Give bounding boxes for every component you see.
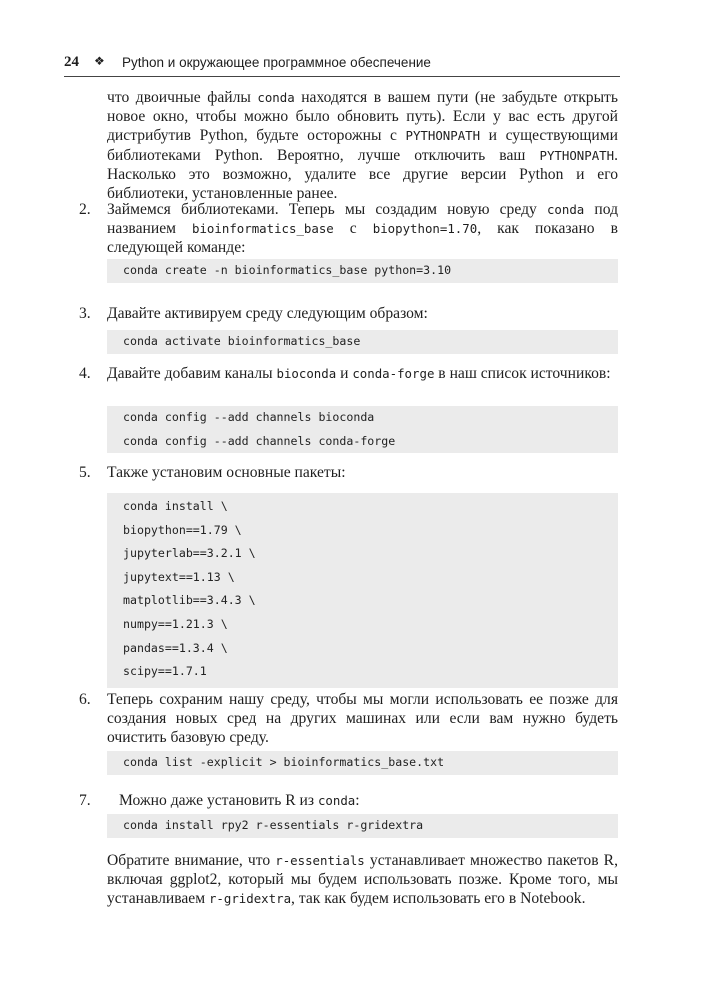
- inline-code: conda: [257, 90, 295, 105]
- page-number: 24: [64, 54, 79, 70]
- inline-code: PYTHONPATH: [539, 147, 615, 163]
- running-header: [64, 52, 620, 77]
- note-paragraph: [107, 851, 618, 909]
- text-run: Займемся библиотеками. Теперь мы создадим новую среду: [107, 201, 547, 218]
- step-number: 3.: [79, 305, 91, 322]
- inline-code: PYTHONPATH: [405, 128, 481, 144]
- text-run: . Насколько это возможно, удалите все другие версии Python и его библиотеки, установленные ранее.: [107, 146, 618, 203]
- step-number: 5.: [79, 464, 91, 481]
- code-line: biopython==1.79 \: [123, 522, 242, 537]
- text-run: находятся в вашем пути (не забудьте открыть новое окно, чтобы можно было обновить путь). Если у вас есть другой дистрибутив Python, будьте осторожны с: [107, 89, 618, 145]
- step-text: [119, 791, 618, 810]
- text-run: :: [355, 792, 360, 809]
- code-line: jupyterlab==3.2.1 \: [123, 546, 256, 561]
- intro-paragraph: [107, 88, 618, 203]
- text-run: Можно даже установить R из: [119, 792, 318, 809]
- step-number: 6.: [79, 691, 91, 708]
- step-text: [107, 463, 618, 482]
- text-run: и существующими библиотеками Python. Вероятно, лучше отключить ваш: [107, 127, 618, 164]
- code-line: pandas==1.3.4 \: [123, 640, 228, 655]
- code-line: conda install \: [123, 499, 228, 513]
- inline-code: r-gridextra: [208, 891, 292, 907]
- code-line: matplotlib==3.4.3 \: [123, 593, 256, 608]
- code-block: [107, 406, 618, 453]
- inline-code: conda: [317, 793, 356, 808]
- text-run: и: [336, 365, 353, 382]
- chapter-title: Python и окружающее программное обеспечение: [122, 55, 431, 70]
- text-run: Также установим основные пакеты:: [107, 464, 346, 481]
- code-line: conda config --add channels conda-forge: [123, 433, 396, 448]
- code-block: [107, 330, 618, 354]
- step-number: 2.: [79, 201, 91, 218]
- text-run: Теперь сохраним нашу среду, чтобы мы могли использовать ее позже для создания новых сред на других машинах или если вам нужно будеть очистить базовую среду.: [107, 691, 618, 747]
- code-line: conda create -n bioinformatics_base python=3.10: [123, 263, 452, 277]
- step-text: [107, 690, 618, 748]
- inline-code: bioconda: [276, 366, 337, 381]
- code-line: scipy==1.7.1: [123, 664, 207, 679]
- code-line: conda activate bioinformatics_base: [123, 334, 361, 348]
- inline-code: conda-forge: [352, 366, 435, 381]
- inline-code: r-essentials: [275, 853, 365, 868]
- step-number: 7.: [79, 792, 91, 809]
- text-run: что двоичные файлы: [107, 89, 258, 106]
- text-run: Давайте активируем среду следующим образом:: [107, 305, 428, 322]
- code-line: numpy==1.21.3 \: [123, 616, 228, 631]
- inline-code: conda: [546, 202, 585, 217]
- ornament-icon: ❖: [94, 54, 105, 68]
- text-run: устанавливает множество пакетов R, включая ggplot2, который мы будем использовать позже. Кроме того, мы устанавливаем: [107, 852, 618, 908]
- inline-code: bioinformatics_base: [192, 221, 334, 237]
- text-run: , как показано в следующей команде:: [107, 220, 618, 257]
- text-run: Обратите внимание, что: [107, 852, 276, 869]
- step-number: 4.: [79, 365, 91, 382]
- step-text: [107, 200, 618, 258]
- code-block: [107, 493, 618, 688]
- text-run: , так как будем использовать его в Notebook.: [291, 890, 586, 908]
- code-line: conda config --add channels bioconda: [123, 410, 375, 424]
- code-line: jupytext==1.13 \: [123, 569, 235, 584]
- code-block: [107, 751, 618, 775]
- code-block: [107, 814, 618, 838]
- text-run: Давайте добавим каналы: [107, 365, 277, 382]
- code-line: conda list -explicit > bioinformatics_base.txt: [123, 755, 445, 769]
- step-text: [107, 304, 618, 323]
- text-run: в наш список источников:: [434, 365, 611, 382]
- text-run: с: [333, 220, 373, 238]
- code-line: conda install rpy2 r-essentials r-gridextra: [123, 818, 424, 832]
- code-block: [107, 259, 618, 283]
- step-text: [107, 364, 618, 383]
- text-run: под названием: [107, 201, 619, 238]
- inline-code: biopython=1.70: [372, 221, 478, 237]
